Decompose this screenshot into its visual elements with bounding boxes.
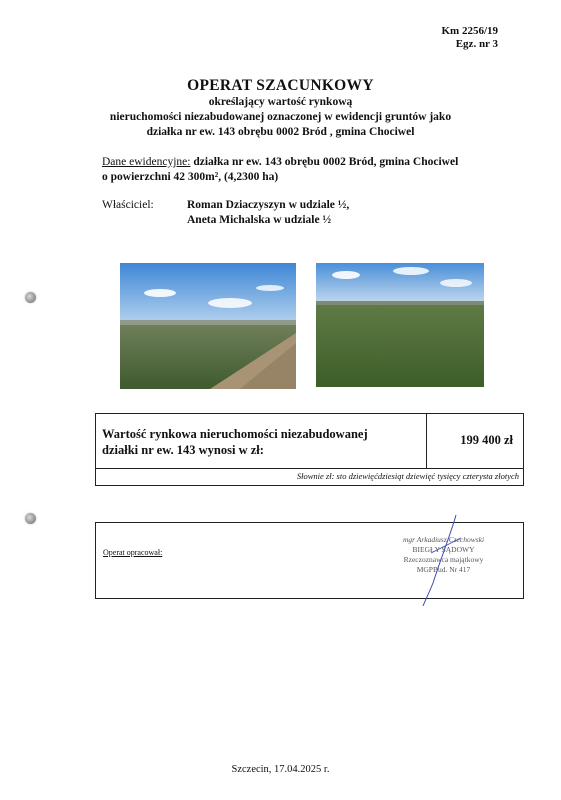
field-photo-right <box>316 263 484 387</box>
owner-2: Aneta Michalska w udziale ½ <box>187 214 332 226</box>
punch-hole-bottom <box>25 513 36 524</box>
field-photo-left <box>120 263 296 389</box>
title-line-2: nieruchomości niezabudowanej oznaczonej w ewidencji gruntów jako <box>109 111 452 123</box>
appraiser-name: mgr Arkadiusz Czechowski <box>402 535 485 544</box>
registry-line <box>102 156 458 168</box>
appraiser-license: MGPBud. Nr 417 <box>416 565 471 574</box>
signature-box <box>95 522 524 599</box>
valuation-amount: 199 400 zł <box>460 433 513 447</box>
registry-area: o powierzchni 42 300m², (4,2300 ha) <box>102 171 279 183</box>
owner-1: Roman Dziaczyszyn w udziale ½, <box>187 199 350 211</box>
owners-label: Właściciel: <box>102 199 154 211</box>
title-line-1: określający wartość rynkową <box>208 96 353 108</box>
title-line-3: działka nr ew. 143 obrębu 0002 Bród , gmina Chociwel <box>146 126 415 138</box>
reference-number: Km 2256/19 <box>441 25 498 37</box>
punch-hole-top <box>25 292 36 303</box>
valuation-label-line-1: Wartość rynkowa nieruchomości niezabudowanej <box>102 427 368 441</box>
valuation-box <box>95 413 524 486</box>
valuation-label <box>102 426 422 458</box>
copy-number: Egz. nr 3 <box>455 38 498 50</box>
appraiser-title: Rzeczoznawca majątkowy <box>403 555 484 564</box>
document-title: OPERAT SZACUNKOWY <box>187 77 374 94</box>
place-and-date: Szczecin, 17.04.2025 r. <box>231 764 330 775</box>
document-reference <box>441 25 498 51</box>
valuation-label-line-2: działki nr ew. 143 wynosi w zł: <box>102 443 264 457</box>
valuation-in-words: Słownie zł: sto dziewięćdziesiąt dziewięć tysięcy czterysta złotych <box>296 471 519 481</box>
registry-value: działka nr ew. 143 obrębu 0002 Bród, gmina Chociwel <box>190 156 459 168</box>
appraiser-role: BIEGŁY SĄDOWY <box>412 545 475 554</box>
signature-label: Operat opracował: <box>103 548 163 557</box>
registry-label: Dane ewidencyjne: <box>102 156 191 168</box>
handwritten-signature <box>411 513 471 608</box>
